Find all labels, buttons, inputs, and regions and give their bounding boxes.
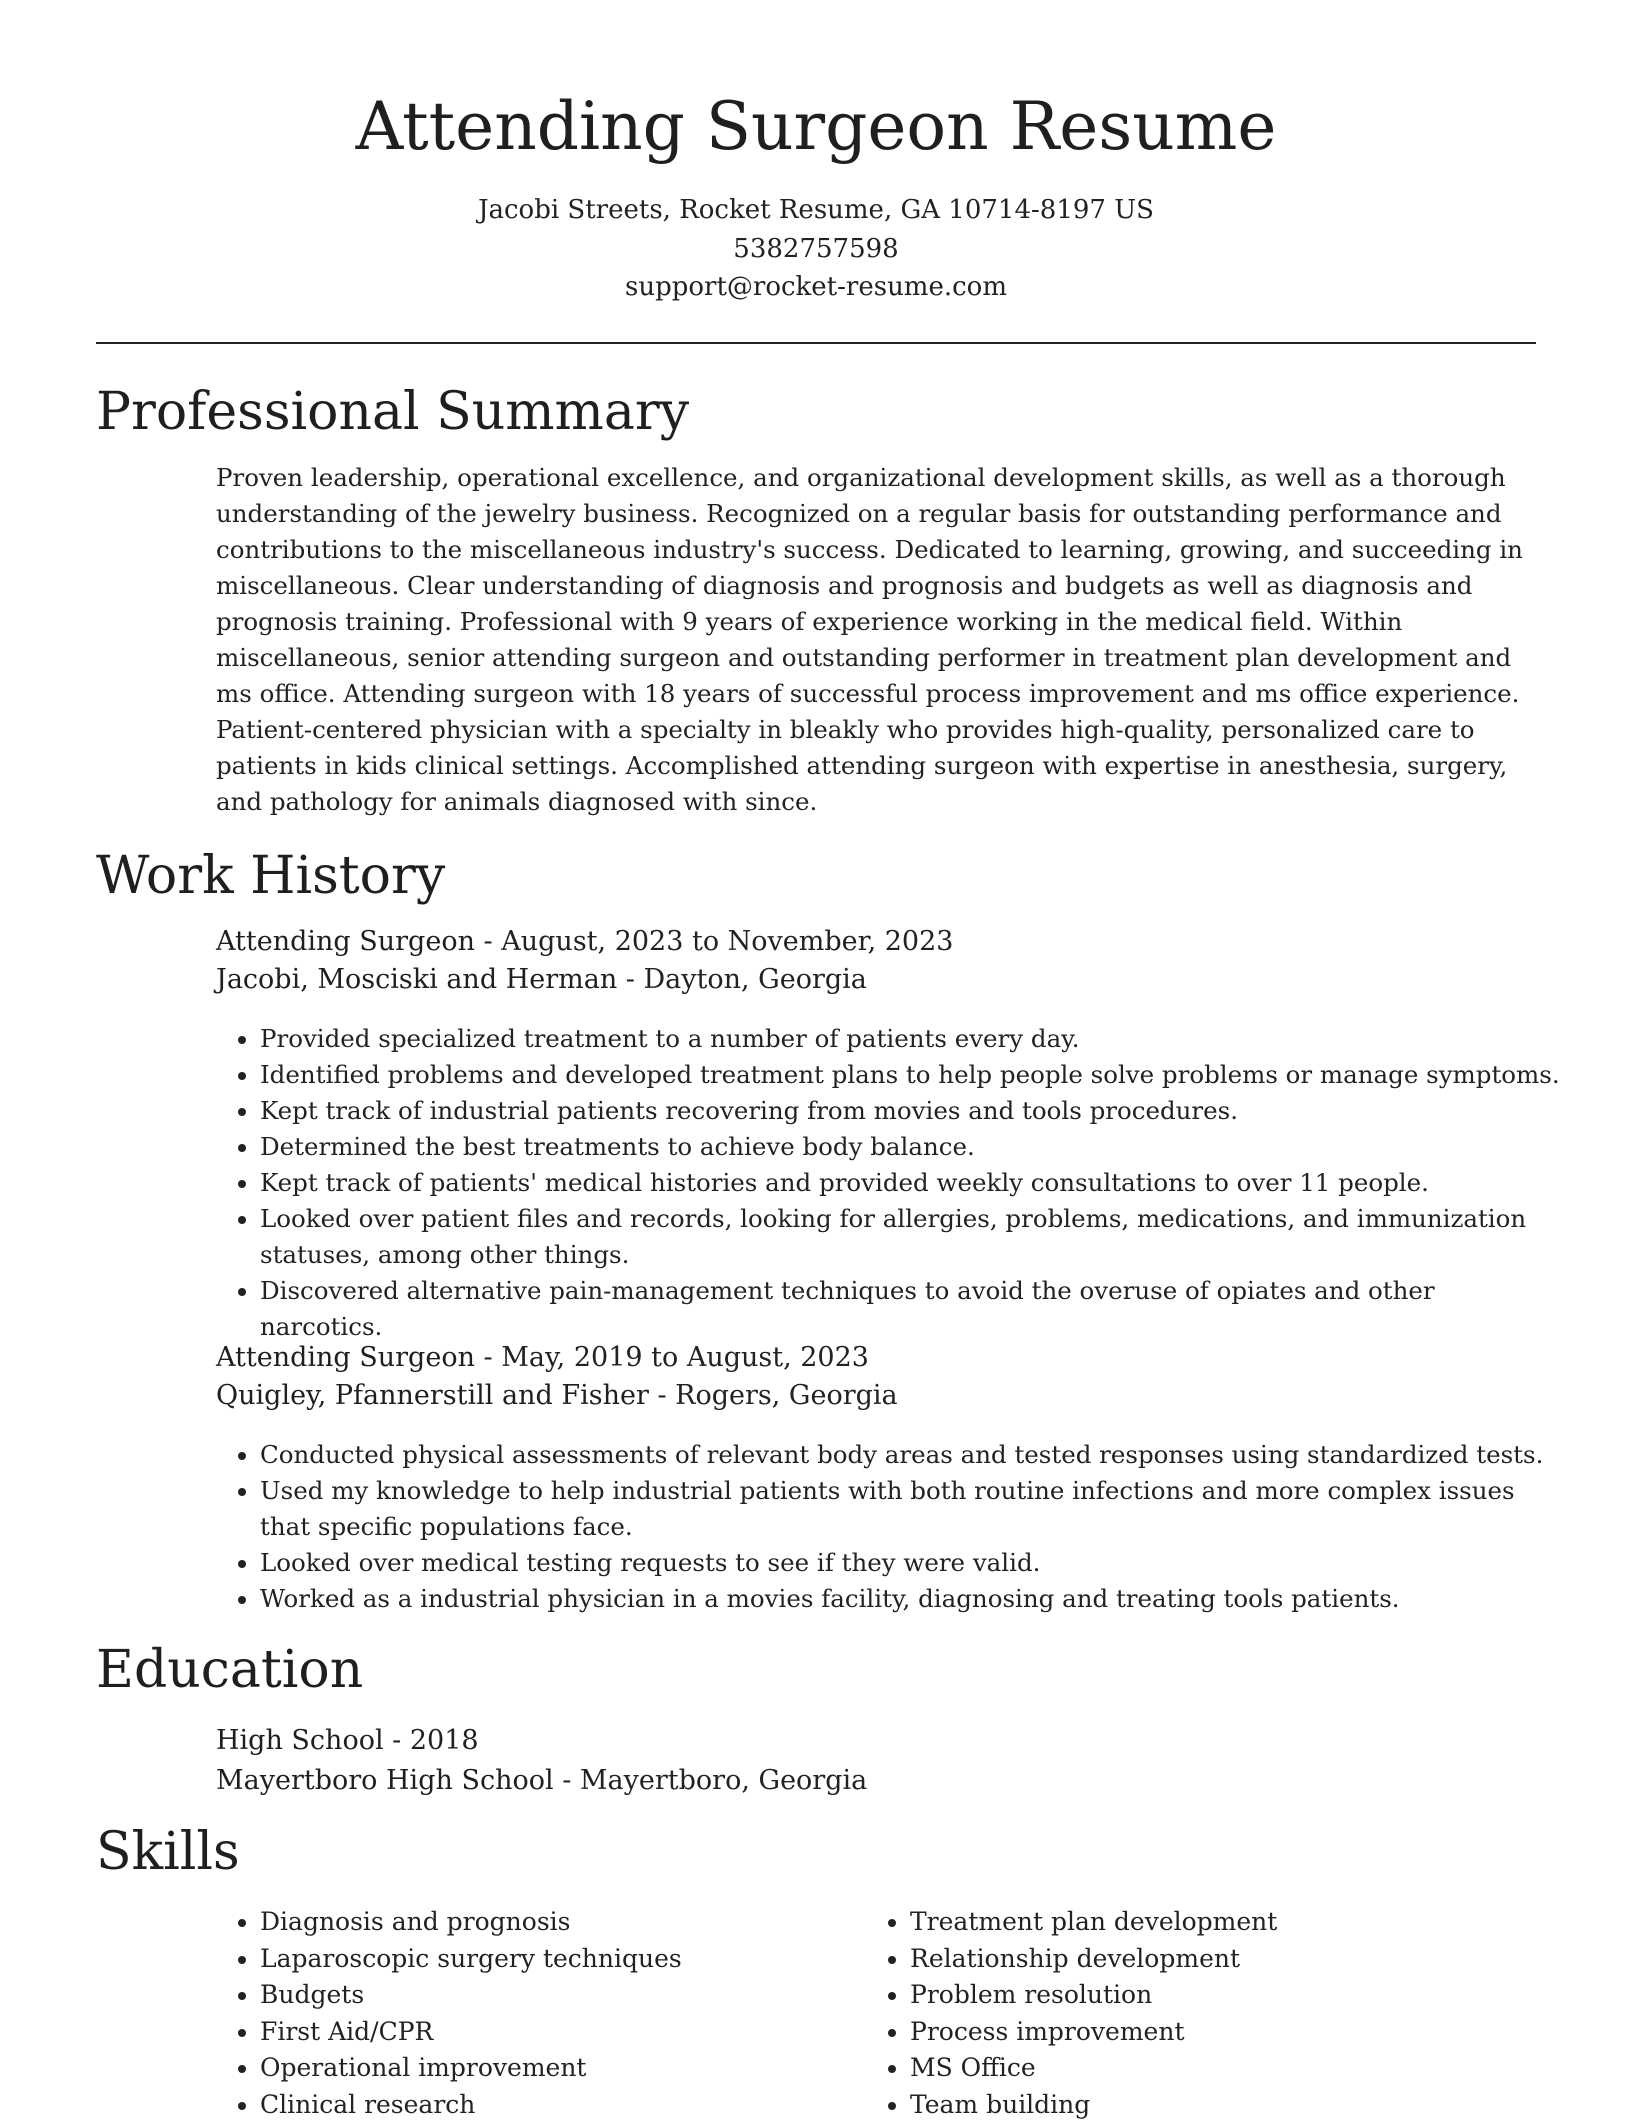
job-dates: - May, 2019 to August, 2023 <box>475 1342 869 1373</box>
job-title: Attending Surgeon <box>216 926 475 957</box>
contact-email: support@rocket-resume.com <box>0 268 1632 306</box>
list-item: • Looked over medical testing requests to see if they were valid. <box>260 1545 1560 1581</box>
contact-phone: 5382757598 <box>0 230 1632 268</box>
list-item: • Kept track of patients' medical histories and provided weekly consultations to over 11 people. <box>260 1165 1560 1201</box>
list-item: • Conducted physical assessments of relevant body areas and tested responses using standardized tests. <box>260 1437 1560 1473</box>
job-1-bullets <box>216 1021 1560 1345</box>
education-heading: Education <box>96 1638 363 1702</box>
education-school-line <box>216 1762 867 1800</box>
list-item: • Provided specialized treatment to a number of patients every day. <box>260 1021 1560 1057</box>
job-location: - Rogers, Georgia <box>649 1380 898 1411</box>
list-item: • Kept track of industrial patients recovering from movies and tools procedures. <box>260 1093 1560 1129</box>
education-degree: High School <box>216 1725 384 1756</box>
education-location: - Mayertboro, Georgia <box>554 1765 868 1796</box>
job-company: Quigley, Pfannerstill and Fisher <box>216 1380 649 1411</box>
job-2-bullets <box>216 1437 1560 1617</box>
skills-heading: Skills <box>96 1820 240 1884</box>
skills-list-right <box>866 1904 1510 2123</box>
skill-item: • Operational improvement <box>260 2050 860 2087</box>
skill-item: • Relationship development <box>910 1941 1510 1978</box>
summary-text: Proven leadership, operational excellence, and organizational development skills, as well as a thorough understanding of the jewelry business. Recognized on a regular basis for outstanding performance and contributions to the miscellaneous industry's success. Dedicated to learning, growing, and succeeding in miscellaneous. Clear understanding of diagnosis and prognosis and budgets as well as diagnosis and prognosis training. Professional with 9 years of experience working in the medical field. Within miscellaneous, senior attending surgeon and outstanding performer in treatment plan development and ms office. Attending surgeon with 18 years of successful process improvement and ms office experience. Patient-centered physician with a specialty in bleakly who provides high-quality, personalized care to patients in kids clinical settings. Accomplished attending surgeon with expertise in anesthesia, surgery, and pathology for animals diagnosed with since. <box>216 460 1544 820</box>
skill-item: • Clinical research <box>260 2087 860 2123</box>
resume-title: Attending Surgeon Resume <box>0 82 1632 172</box>
job-title: Attending Surgeon <box>216 1342 475 1373</box>
list-item: • Used my knowledge to help industrial patients with both routine infections and more complex issues that specific populations face. <box>260 1473 1560 1545</box>
skill-item: • Budgets <box>260 1977 860 2014</box>
skill-item: • MS Office <box>910 2050 1510 2087</box>
education-year: - 2018 <box>384 1725 479 1756</box>
skill-item: • Process improvement <box>910 2014 1510 2051</box>
summary-heading: Professional Summary <box>96 380 689 444</box>
job-location: - Dayton, Georgia <box>617 964 867 995</box>
work-history-heading: Work History <box>96 844 445 908</box>
list-item: • Worked as a industrial physician in a movies facility, diagnosing and treating tools patients. <box>260 1581 1560 1617</box>
skill-item: • Diagnosis and prognosis <box>260 1904 860 1941</box>
job-dates: - August, 2023 to November, 2023 <box>475 926 954 957</box>
job-1-title-line <box>216 923 953 961</box>
skill-item: • Team building <box>910 2087 1510 2123</box>
contact-address: Jacobi Streets, Rocket Resume, GA 10714-8197 US <box>0 191 1632 229</box>
job-2-title-line <box>216 1339 869 1377</box>
education-degree-line <box>216 1722 479 1760</box>
list-item: • Looked over patient files and records, looking for allergies, problems, medications, and immunization statuses, among other things. <box>260 1201 1560 1273</box>
skill-item: • Problem resolution <box>910 1977 1510 2014</box>
skill-item: • First Aid/CPR <box>260 2014 860 2051</box>
list-item: • Determined the best treatments to achieve body balance. <box>260 1129 1560 1165</box>
job-2-company-line <box>216 1377 898 1415</box>
skill-item: • Laparoscopic surgery techniques <box>260 1941 860 1978</box>
job-company: Jacobi, Mosciski and Herman <box>216 964 617 995</box>
header-divider <box>96 342 1536 344</box>
education-school: Mayertboro High School <box>216 1765 554 1796</box>
list-item: • Identified problems and developed treatment plans to help people solve problems or manage symptoms. <box>260 1057 1560 1093</box>
job-1-company-line <box>216 961 867 999</box>
list-item: • Discovered alternative pain-management techniques to avoid the overuse of opiates and other narcotics. <box>260 1273 1560 1345</box>
skills-list-left <box>216 1904 860 2123</box>
skill-item: • Treatment plan development <box>910 1904 1510 1941</box>
